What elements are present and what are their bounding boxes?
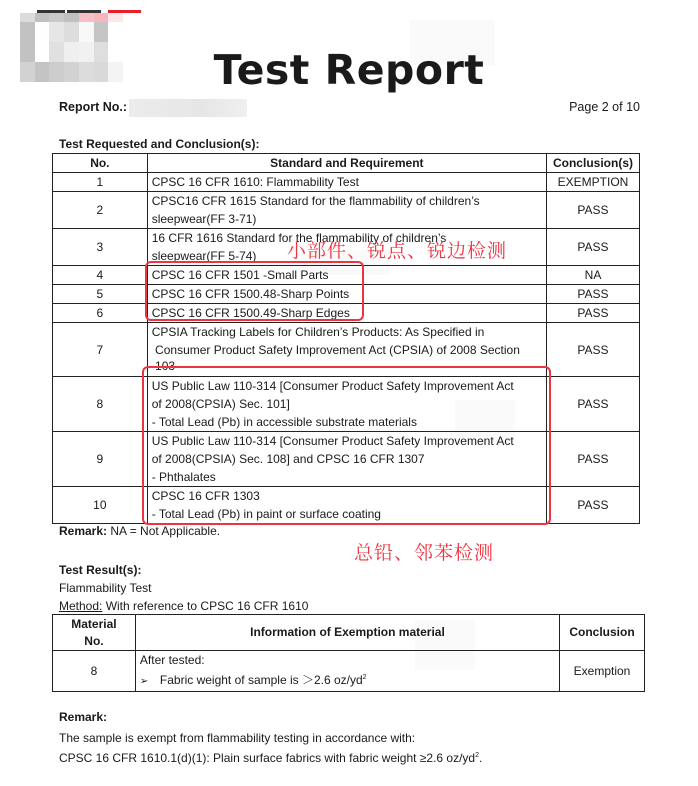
cell-no: 1 — [53, 173, 148, 192]
annotation-note-small-parts-sharp: 小部件、锐点、锐边检测 — [287, 240, 508, 262]
standard-line: sleepwear(FF 3-71) — [151, 212, 257, 226]
table-row — [53, 173, 640, 192]
remark-final-line1: The sample is exempt from flammability testing in accordance with: — [59, 731, 416, 745]
header-line: Material — [71, 616, 117, 631]
standard-line: CPSC 16 CFR 1610: Flammability Test — [151, 175, 359, 189]
section-title-test-requested: Test Requested and Conclusion(s): — [59, 137, 260, 151]
cell-no: 4 — [53, 266, 148, 285]
remark-text-end: . — [479, 751, 483, 765]
superscript: 2 — [362, 674, 367, 681]
standard-line: CPSC 16 CFR 1500.49-Sharp Edges — [151, 306, 350, 320]
cell-conclusion: PASS — [546, 323, 639, 377]
remark-na — [59, 524, 220, 538]
col-header-no: No. — [53, 154, 148, 173]
standard-line: - Phthalates — [151, 470, 216, 484]
section-title-test-results: Test Result(s): — [59, 563, 142, 577]
cell-no: 7 — [53, 323, 148, 377]
exemption-row — [53, 651, 645, 692]
cell-no: 8 — [53, 377, 148, 432]
table-row — [53, 192, 640, 229]
cell-no: 2 — [53, 192, 148, 229]
exemption-header-row — [53, 615, 645, 651]
col-header-info: Information of Exemption material — [135, 615, 559, 651]
standard-line: - Total Lead (Pb) in paint or surface coating — [151, 507, 381, 521]
exemption-table — [52, 614, 645, 692]
standard-line: CPSC 16 CFR 1303 — [151, 489, 260, 503]
cell-info — [135, 651, 559, 692]
cell-conclusion: NA — [546, 266, 639, 285]
standard-line: CPSC 16 CFR 1501 -Small Parts — [151, 268, 329, 282]
report-number-redacted — [129, 99, 247, 117]
standard-line: US Public Law 110-314 [Consumer Product Safety Improvement Act — [151, 434, 514, 448]
cell-no: 9 — [53, 432, 148, 487]
report-number-label: Report No.: — [59, 100, 128, 114]
cell-material-no: 8 — [53, 651, 136, 692]
col-header-conclusion: Conclusion(s) — [546, 154, 639, 173]
remark-final-line2 — [59, 751, 482, 765]
cell-conclusion: Exemption — [560, 651, 645, 692]
cell-no: 6 — [53, 304, 148, 323]
standard-line: of 2008(CPSIA) Sec. 108] and CPSC 16 CFR 1307 — [151, 452, 425, 466]
cell-conclusion: PASS — [546, 229, 639, 266]
cell-conclusion: PASS — [546, 304, 639, 323]
annotation-note-lead-phthalates: 总铅、邻苯检测 — [354, 542, 495, 564]
standard-line: - Total Lead (Pb) in accessible substrate materials — [151, 415, 417, 429]
remark-text: NA = Not Applicable. — [107, 524, 221, 538]
arrow-bullet-icon: ➢ — [139, 676, 149, 687]
cell-conclusion: PASS — [546, 192, 639, 229]
method-text: With reference to CPSC 16 CFR 1610 — [102, 599, 309, 613]
cell-standard — [147, 192, 546, 229]
standard-line: of 2008(CPSIA) Sec. 101] — [151, 397, 290, 411]
page-title: Test Report — [213, 46, 485, 94]
col-header-conclusion: Conclusion — [560, 615, 645, 651]
standard-line: US Public Law 110-314 [Consumer Product Safety Improvement Act — [151, 379, 514, 393]
standard-line: sleepwear(FF 5-74) — [151, 249, 257, 263]
test-name: Flammability Test — [59, 581, 152, 595]
table-header-row — [53, 154, 640, 173]
info-line: After tested: — [139, 653, 205, 667]
cell-conclusion: PASS — [546, 487, 639, 524]
standard-line: Consumer Product Safety Improvement Act (CPSIA) of 2008 Section — [151, 343, 520, 357]
info-bullet-line — [140, 669, 559, 691]
col-header-material-no — [53, 615, 136, 651]
standard-line: CPSC 16 CFR 1500.48-Sharp Points — [151, 287, 350, 301]
annotation-box-lead-phthalates — [142, 366, 551, 525]
standard-line: 103 — [151, 359, 176, 373]
col-header-standard: Standard and Requirement — [147, 154, 546, 173]
superscript: 2 — [475, 752, 479, 759]
cell-conclusion: EXEMPTION — [546, 173, 639, 192]
method-line — [59, 599, 308, 613]
cell-conclusion: PASS — [546, 432, 639, 487]
cell-conclusion: PASS — [546, 377, 639, 432]
cell-conclusion: PASS — [546, 285, 639, 304]
remark-label: Remark: — [59, 524, 108, 538]
standard-line: 16 CFR 1616 Standard for the flammability of children’s — [151, 231, 447, 245]
annotation-box-small-parts-sharp — [145, 261, 364, 321]
standard-line: CPSC16 CFR 1615 Standard for the flammability of children’s — [151, 194, 480, 208]
page-indicator: Page 2 of 10 — [569, 100, 640, 114]
info-text: Fabric weight of sample is ＞2.6 oz/yd — [159, 673, 363, 687]
cell-no: 3 — [53, 229, 148, 266]
standard-line: CPSIA Tracking Labels for Children’s Products: As Specified in — [151, 325, 485, 339]
remark-text: CPSC 16 CFR 1610.1(d)(1): Plain surface fabrics with fabric weight ≥2.6 oz/yd — [59, 751, 476, 765]
method-label: Method: — [59, 599, 103, 613]
remark-final-label: Remark: — [59, 710, 108, 724]
cell-no: 10 — [53, 487, 148, 524]
cell-standard — [147, 173, 546, 192]
cell-no: 5 — [53, 285, 148, 304]
header-line: No. — [84, 633, 104, 648]
